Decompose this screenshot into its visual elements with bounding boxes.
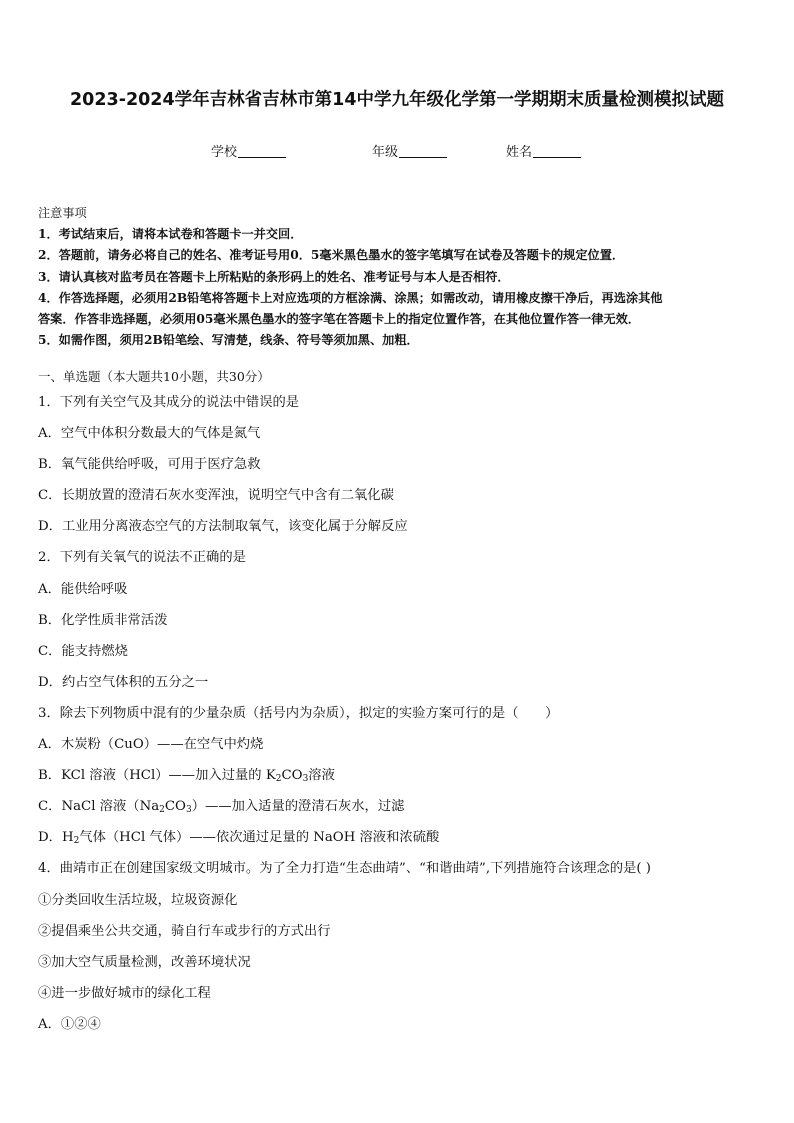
notes-block — [38, 203, 758, 351]
note-item: 5．如需作图，须用2B铅笔绘、写清楚，线条、符号等须加黑、加粗． — [38, 333, 419, 348]
question-4-statement-4: ④进一步做好城市的绿化工程 — [38, 985, 211, 1001]
question-3-option-c — [38, 796, 768, 827]
q3c-sub: 2 — [159, 805, 165, 816]
question-1-option-a: A．空气中体积分数最大的气体是氮气 — [38, 426, 261, 442]
q3b-text: B．KCl 溶液（HCl）——加入过量的 K — [38, 768, 276, 784]
grade-blank[interactable] — [399, 144, 447, 158]
school-blank[interactable] — [238, 144, 286, 158]
q3c-text: ）——加入适量的澄清石灰水，过滤 — [191, 799, 405, 815]
section-heading: 一、单选题（本大题共10小题，共30分） — [38, 369, 270, 384]
question-1-option-b: B．氧气能供给呼吸，可用于医疗急救 — [38, 457, 261, 473]
question-3-option-a: A．木炭粉（CuO）——在空气中灼烧 — [38, 737, 264, 753]
question-1-stem: 1．下列有关空气及其成分的说法中错误的是 — [38, 395, 300, 410]
question-2-stem: 2．下列有关氧气的说法不正确的是 — [38, 550, 246, 566]
q3b-text: CO — [281, 768, 303, 784]
grade-field[interactable] — [372, 141, 447, 160]
question-4-statement-3: ③加大空气质量检测，改善环境状况 — [38, 954, 251, 970]
note-item: 1．考试结束后，请将本试卷和答题卡一并交回． — [38, 227, 303, 242]
exam-title: 2023-2024学年吉林省吉林市第14中学九年级化学第一学期期末质量检测模拟试题 — [69, 90, 725, 110]
q3d-text: 气体（HCl 气体）——依次通过足量的 NaOH 溶液和浓硫酸 — [79, 830, 440, 846]
notes-heading: 注意事项 — [38, 206, 87, 220]
question-list — [38, 392, 768, 1045]
q3d-text: D．H — [38, 830, 74, 846]
question-2-option-c: C．能支持燃烧 — [38, 643, 128, 659]
q3b-sub: 3 — [302, 774, 309, 785]
question-3-option-d — [38, 827, 768, 858]
question-3-option-b — [38, 765, 768, 796]
student-info-fields — [0, 141, 794, 161]
note-item: 4．作答选择题，必须用2B铅笔将答题卡上对应选项的方框涂满、涂黑；如需改动，请用橡皮擦干净后，再选涂其他 — [38, 290, 663, 305]
question-4-statement-2: ②提倡乘坐公共交通，骑自行车或步行的方式出行 — [38, 923, 331, 939]
note-item: 2．答题前，请务必将自己的姓名、准考证号用0．5毫米黑色墨水的签字笔填写在试卷及答题卡的规定位置． — [38, 248, 625, 263]
name-blank[interactable] — [533, 144, 581, 158]
q3c-sub: 3 — [185, 805, 192, 816]
question-4-option-a: A．①②④ — [38, 1016, 101, 1032]
note-item: 3．请认真核对监考员在答题卡上所粘贴的条形码上的姓名、准考证号与本人是否相符． — [38, 269, 510, 284]
question-2-option-d: D．约占空气体积的五分之一 — [38, 674, 209, 690]
note-item: 答案．作答非选择题，必须用05毫米黑色墨水的签字笔在答题卡上的指定位置作答，在其他位置作答一律无效． — [38, 312, 640, 327]
name-field[interactable] — [506, 141, 581, 160]
question-2-option-a: A．能供给呼吸 — [38, 581, 128, 597]
q3b-sub: 2 — [275, 774, 282, 785]
question-3-stem: 3．除去下列物质中混有的少量杂质（括号内为杂质），拟定的实验方案可行的是（ ） — [38, 705, 559, 721]
grade-label: 年级 — [372, 145, 399, 160]
question-1-option-d: D．工业用分离液态空气的方法制取氧气，该变化属于分解反应 — [38, 519, 408, 535]
question-2-option-b: B．化学性质非常活泼 — [38, 612, 168, 628]
school-field[interactable] — [211, 141, 286, 160]
q3c-text: C．NaCl 溶液（Na — [38, 799, 160, 815]
name-label: 姓名 — [506, 145, 533, 160]
q3b-text: 溶液 — [308, 768, 335, 784]
question-1-option-c: C．长期放置的澄清石灰水变浑浊，说明空气中含有二氧化碳 — [38, 488, 394, 504]
question-4-statement-1: ①分类回收生活垃圾，垃圾资源化 — [38, 892, 238, 908]
q3c-text: CO — [164, 799, 186, 815]
q3d-sub: 2 — [73, 836, 80, 847]
question-4-stem: 4．曲靖市正在创建国家级文明城市。为了全力打造“生态曲靖”、“和谐曲靖”,下列措施符合该理念的是( ) — [38, 861, 651, 877]
school-label: 学校 — [211, 145, 238, 160]
